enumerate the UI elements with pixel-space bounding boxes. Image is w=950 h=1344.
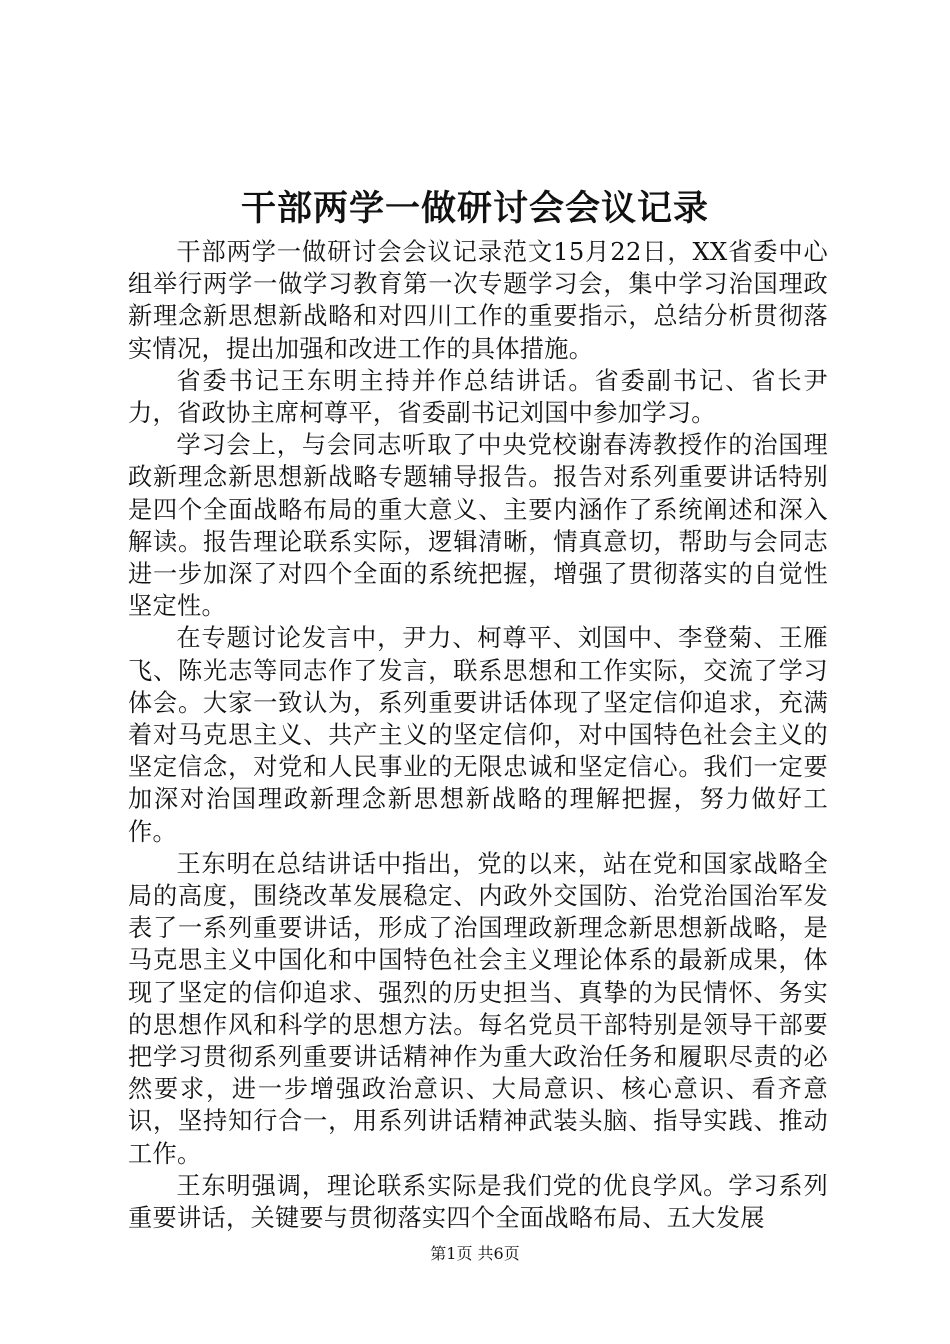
paragraph: 王东明在总结讲话中指出，党的以来，站在党和国家战略全局的高度，围绕改革发展稳定、内政外交国防、治党治国治军发表了一系列重要讲话，形成了治国理政新理念新思想新战略，是马克思主义中国化和中国特色社会主义理论体系的最新成果，体现了坚定的信仰追求、强烈的历史担当、真挚的为民情怀、务实的思想作风和科学的思想方法。每名党员干部特别是领导干部要把学习贯彻系列重要讲话精神作为重大政治任务和履职尽责的必然要求，进一步增强政治意识、大局意识、核心意识、看齐意识，坚持知行合一，用系列讲话精神武装头脑、指导实践、推动工作。	[128, 849, 828, 1168]
paragraph: 省委书记王东明主持并作总结讲话。省委副书记、省长尹力，省政协主席柯尊平，省委副书记刘国中参加学习。	[128, 366, 828, 428]
document-title: 干部两学一做研讨会会议记录	[240, 188, 709, 229]
paragraph: 学习会上，与会同志听取了中央党校谢春涛教授作的治国理政新理念新思想新战略专题辅导报告。报告对系列重要讲话特别是四个全面战略布局的重大意义、主要内涵作了系统阐述和深入解读。报告理论联系实际，逻辑清晰，情真意切，帮助与会同志进一步加深了对四个全面的系统把握，增强了贯彻落实的自觉性坚定性。	[128, 431, 828, 621]
paragraph: 在专题讨论发言中，尹力、柯尊平、刘国中、李登菊、王雁飞、陈光志等同志作了发言，联系思想和工作实际，交流了学习体会。大家一致认为，系列重要讲话体现了坚定信仰追求，充满着对马克思主义、共产主义的坚定信仰，对中国特色社会主义的坚定信念，对党和人民事业的无限忠诚和坚定信心。我们一定要加深对治国理政新理念新思想新战略的理解把握，努力做好工作。	[128, 624, 828, 846]
paragraph: 王东明强调，理论联系实际是我们党的优良学风。学习系列重要讲话，关键要与贯彻落实四个全面战略布局、五大发展	[128, 1171, 828, 1233]
paragraph: 干部两学一做研讨会会议记录范文15月22日，XX省委中心组举行两学一做学习教育第一次专题学习会，集中学习治国理政新理念新思想新战略和对四川工作的重要指示，总结分析贯彻落实情况，提出加强和改进工作的具体措施。	[128, 238, 828, 363]
document-body	[128, 236, 828, 1234]
page-number-footer: 第1页 共6页	[430, 1244, 520, 1263]
